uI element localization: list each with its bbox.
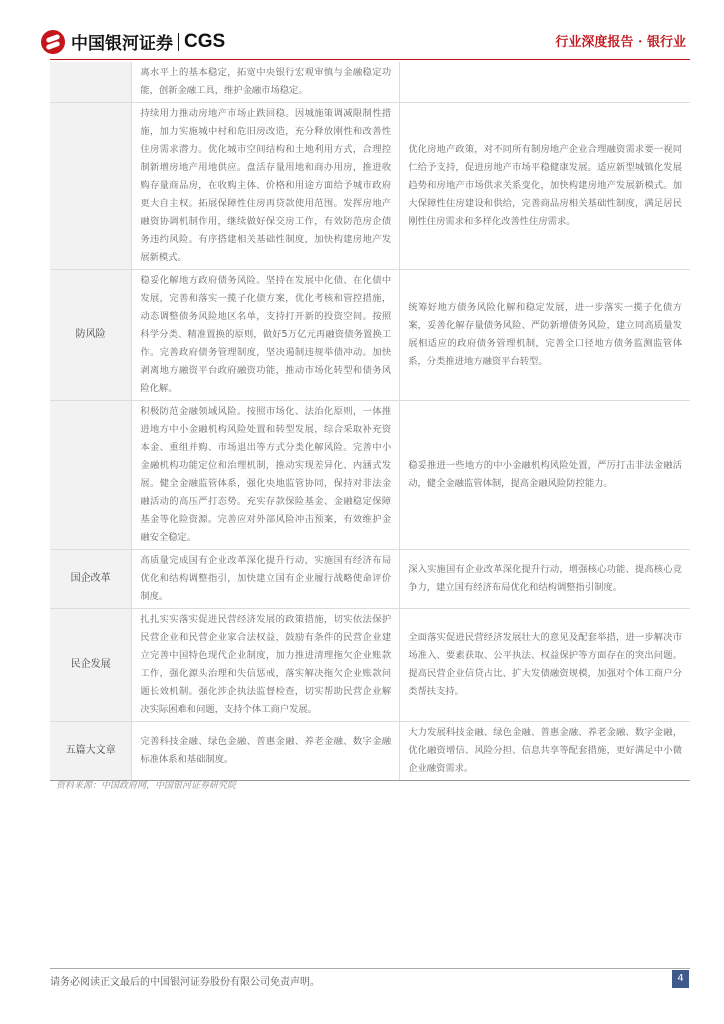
row-category: 民企发展 bbox=[50, 609, 132, 722]
interpretation-cell: 大力发展科技金融、绿色金融、普惠金融、养老金融、数字金融，优化融资增信、风险分担、信息共享等配套措施，更好满足中小微企业融资需求。 bbox=[400, 722, 690, 781]
table-row bbox=[50, 62, 690, 103]
logo-chinese-name: 中国银河证券 bbox=[71, 34, 173, 54]
table-row bbox=[50, 401, 690, 550]
policy-cell: 持续用力推动房地产市场止跌回稳。因城施策调减限制性措施，加力实施城中村和危旧房改造，充分释放刚性和改善性住房需求潜力。优化城市空间结构和土地利用方式，合理控制新增房地产用地供应。盘活存量用地和商办用房，推进收购存量商品房，在收购主体、价格和用途方面给予城市政府更大自主权。拓展保障性住房再贷款使用范围。发挥房地产融资协调机制作用，继续做好保交房工作，有效防范房企债务违约风险。有序搭建相关基础性制度，加快构建房地产发展新模式。 bbox=[132, 103, 400, 270]
page-header bbox=[0, 0, 724, 60]
table-row bbox=[50, 270, 690, 401]
footer-disclaimer: 请务必阅读正文最后的中国银河证券股份有限公司免责声明。 bbox=[50, 977, 320, 988]
table-row bbox=[50, 103, 690, 270]
interpretation-cell: 稳妥推进一些地方的中小金融机构风险处置，严厉打击非法金融活动，健全金融监管体制，提高金融风险防控能力。 bbox=[400, 401, 690, 550]
logo-english-name: CGS bbox=[184, 30, 226, 52]
row-category bbox=[50, 401, 132, 550]
logo-divider bbox=[178, 33, 179, 51]
policy-cell: 积极防范金融领域风险。按照市场化、法治化原则，一体推进地方中小金融机构风险处置和转型发展，综合采取补充资本金、重组并购、市场退出等方式分类化解风险。完善中小金融机构功能定位和治理机制，推动实现差异化、内涵式发展。健全金融监管体系，强化央地监管协同，保持对非法金融活动的高压严打态势。充实存款保险基金、金融稳定保障基金等化险资源。完善应对外部风险冲击预案，有效维护金融安全稳定。 bbox=[132, 401, 400, 550]
report-type-label: 行业深度报告 · 银行业 bbox=[555, 35, 686, 50]
policy-cell: 扎扎实实落实促进民营经济发展的政策措施，切实依法保护民营企业和民营企业家合法权益，鼓励有条件的民营企业建立完善中国特色现代企业制度，加力推进清理拖欠企业账款工作，强化源头治理和失信惩戒，落实解决拖欠企业账款问题长效机制。强化涉企执法监督检查，切实帮助民营企业解决实际困难和问题，支持个体工商户发展。 bbox=[132, 609, 400, 722]
table-row bbox=[50, 550, 690, 609]
policy-cell: 高质量完成国有企业改革深化提升行动，实施国有经济布局优化和结构调整指引，加快建立国有企业履行战略使命评价制度。 bbox=[132, 550, 400, 609]
row-category: 国企改革 bbox=[50, 550, 132, 609]
policy-cell: 离水平上的基本稳定，拓宽中央银行宏观审慎与金融稳定功能，创新金融工具，维护金融市场稳定。 bbox=[132, 62, 400, 103]
table-row bbox=[50, 609, 690, 722]
policy-cell: 稳妥化解地方政府债务风险。坚持在发展中化债、在化债中发展，完善和落实一揽子化债方案，优化考核和管控措施，动态调整债务风险地区名单，支持打开新的投资空间。按照科学分类、精准置换的原则，做好5万亿元再融资债务置换工作。完善政府债务管理制度，坚决遏制违规举债冲动。加快剥离地方融资平台政府融资功能，推动市场化转型和债务风险化解。 bbox=[132, 270, 400, 401]
interpretation-cell: 优化房地产政策，对不同所有制房地产企业合理融资需求要一视同仁给予支持，促进房地产市场平稳健康发展。适应新型城镇化发展趋势和房地产市场供求关系变化，加快构建房地产发展新模式。加大保障性住房建设和供给，完善商品房相关基础性制度，满足居民刚性住房需求和多样化改善性住房需求。 bbox=[400, 103, 690, 270]
interpretation-cell bbox=[400, 62, 690, 103]
footer-divider bbox=[50, 968, 690, 969]
row-category: 防风险 bbox=[50, 270, 132, 401]
interpretation-cell: 统筹好地方债务风险化解和稳定发展，进一步落实一揽子化债方案，妥善化解存量债务风险、严防新增债务风险，建立同高质量发展相适应的政府债务管理机制，完善全口径地方债务监测监管体系，分类推进地方融资平台转型。 bbox=[400, 270, 690, 401]
row-category bbox=[50, 103, 132, 270]
row-category bbox=[50, 62, 132, 103]
policy-comparison-table bbox=[50, 62, 690, 781]
cgs-logo bbox=[41, 29, 225, 54]
source-note: 资料来源：中国政府网，中国银河证券研究院 bbox=[56, 781, 237, 791]
page-number: 4 bbox=[672, 970, 689, 988]
interpretation-cell: 深入实施国有企业改革深化提升行动，增强核心功能、提高核心竞争力，建立国有经济布局优化和结构调整指引制度。 bbox=[400, 550, 690, 609]
cgs-logo-icon bbox=[41, 30, 65, 54]
interpretation-cell: 全面落实促进民营经济发展壮大的意见及配套举措，进一步解决市场准入、要素获取、公平执法、权益保护等方面存在的突出问题。提高民营企业信贷占比、扩大发债融资规模，加强对个体工商户分类帮扶支持。 bbox=[400, 609, 690, 722]
table-row bbox=[50, 722, 690, 781]
policy-cell: 完善科技金融、绿色金融、普惠金融、养老金融、数字金融标准体系和基础制度。 bbox=[132, 722, 400, 781]
row-category: 五篇大文章 bbox=[50, 722, 132, 781]
header-divider bbox=[50, 59, 690, 60]
